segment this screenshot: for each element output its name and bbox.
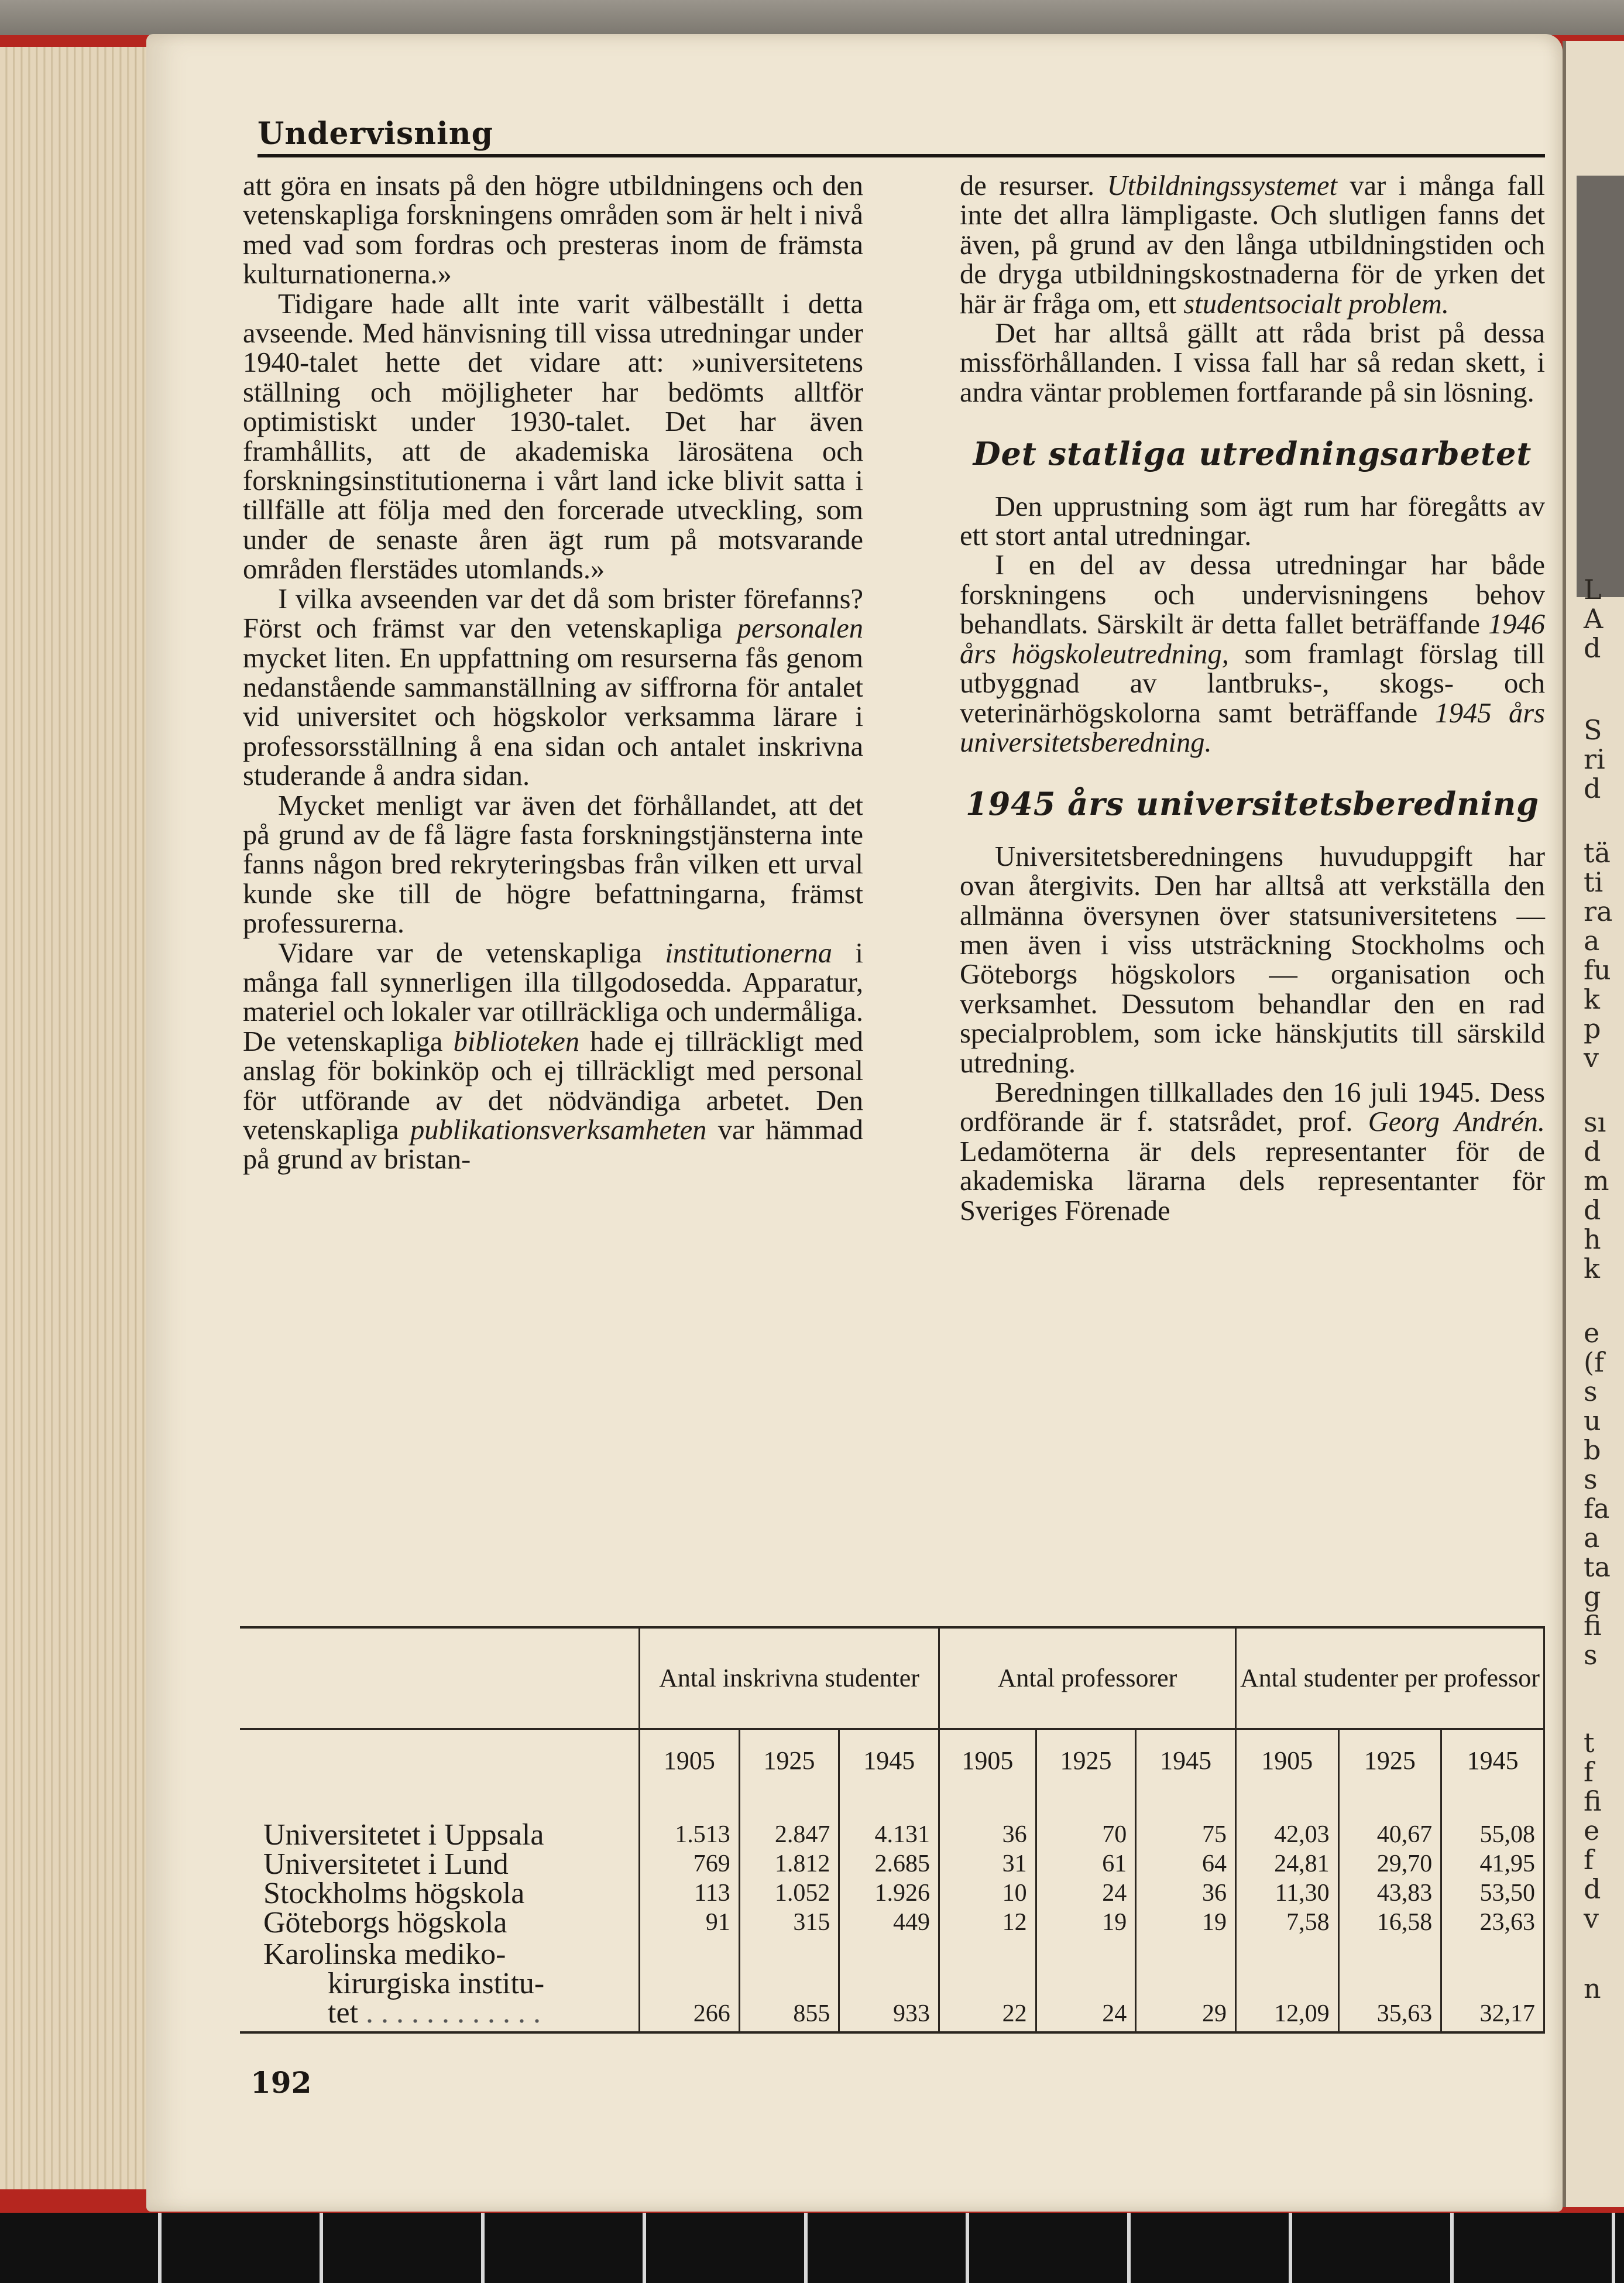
right-column [960, 172, 1545, 1226]
facing-page [1563, 41, 1624, 2207]
cell: 36 [939, 1791, 1036, 1850]
table-row [240, 1850, 1544, 1879]
cell: 64 [1136, 1850, 1236, 1879]
cell: 1.052 [739, 1879, 839, 1908]
facing-page-fragment: p [1584, 1013, 1601, 1044]
page-number: 192 [250, 2065, 312, 2100]
paragraph: I en del av dessa utredningar har både forskningens och undervisningens behov behandlats. Särskilt är detta fallet beträffande 1946 års högskoleutredning, som framlagt förslag till utbyggnad av lantbruks-, skogs- och veterinärhögskolorna samt beträffande 1945 års universitetsberedning. [960, 550, 1545, 758]
cell: 113 [640, 1879, 740, 1908]
cell: 12,09 [1235, 1938, 1338, 2032]
paragraph: Vidare var de vetenskapliga institutionerna i många fall synnerligen illa tillgodosedda. Apparatur, materiel och lokaler var otillräckliga och undermåliga. De vetenskapliga biblioteken hade ej tillräckligt med anslag för bokinköp och ej tillräckligt med personal för utförande av det nödvändiga arbetet. Den vetenskapliga publikationsverksamheten var hämmad på grund av bristan- [243, 937, 863, 1175]
facing-page-fragment: a [1584, 1522, 1600, 1554]
facing-page-fragment: h [1584, 1223, 1601, 1255]
facing-page-fragment: sı [1584, 1106, 1606, 1138]
section-heading: 1945 års universitetsberedning [966, 785, 1539, 823]
table-group-header: Antal studenter per professor [1235, 1627, 1544, 1729]
paragraph: Mycket menligt var även det förhållandet, att det på grund av de få lägre fasta forskningstjänsterna inte fanns någon bred rekryteringsbas från vilken ett urval kunde ske till de högre befattningarna, främst professurerna. [243, 790, 863, 940]
year-header: 1925 [739, 1729, 839, 1792]
facing-page-fragment: (f [1584, 1346, 1604, 1378]
facing-page-fragment: s [1584, 1463, 1598, 1495]
facing-page-fragment: d [1584, 632, 1601, 664]
facing-page-fragment: fi [1584, 1785, 1602, 1817]
table-row [240, 1879, 1544, 1908]
paragraph: de resurser. Utbildningssystemet var i många fall inte det allra lämpligaste. Och slutligen fanns det även, på grund av den långa utbildningstiden och de dryga utbildningskostnaderna för de yrken det här är fråga om, ett studentsocialt problem. [960, 170, 1546, 320]
cell: 855 [739, 1938, 839, 2032]
cell: 769 [640, 1850, 740, 1879]
facing-page-fragment: d [1584, 773, 1601, 804]
cell: 933 [839, 1938, 939, 2032]
cell: 91 [640, 1908, 740, 1938]
section-heading: Det statliga utredningsarbetet [973, 435, 1532, 473]
facing-page-fragment: tä [1584, 837, 1611, 869]
facing-page-fragment: d [1584, 1194, 1601, 1226]
cell: 24 [1036, 1879, 1136, 1908]
facing-page-fragment: v [1584, 1042, 1599, 1074]
facing-page-fragment: s [1584, 1639, 1598, 1671]
paragraph: att göra en insats på den högre utbildningens och den vetenskapliga forskningens områden som är helt i nivå med vad som fordras och presteras inom de främsta kulturnationerna.» [243, 170, 863, 290]
paragraph: Den upprustning som ägt rum har föregåtts av ett stort antal utredningar. [960, 491, 1545, 552]
cell: 29,70 [1338, 1850, 1441, 1879]
facing-page-fragment: u [1584, 1405, 1601, 1437]
cell: 31 [939, 1850, 1036, 1879]
paragraph: Det har alltså gällt att råda brist på dessa missförhållanden. I vissa fall har så redan skett, i andra väntar problemen fortfarande på sin lösning. [960, 318, 1545, 408]
cell: 10 [939, 1879, 1036, 1908]
cell: 266 [640, 1938, 740, 2032]
facing-page-fragment: a [1584, 925, 1600, 957]
row-label: Universitetet i Uppsala [263, 1818, 544, 1852]
facing-page-fragment: ti [1584, 866, 1604, 898]
cell: 1.926 [839, 1879, 939, 1908]
facing-page-fragment: fu [1584, 954, 1611, 986]
cell: 1.513 [640, 1791, 740, 1850]
year-header: 1945 [839, 1729, 939, 1792]
row-label: Universitetet i Lund [263, 1847, 509, 1881]
statistics-table [240, 1626, 1545, 2034]
facing-page-fragment: S [1584, 714, 1602, 746]
cell: 7,58 [1235, 1908, 1338, 1938]
facing-page-fragment: d [1584, 1873, 1601, 1905]
facing-page-fragment: f [1584, 1844, 1594, 1876]
facing-page-fragment: A [1584, 603, 1604, 635]
measurement-scale [0, 2213, 1624, 2283]
cell: 4.131 [839, 1791, 939, 1850]
cell: 315 [739, 1908, 839, 1938]
facing-page-fragment: s [1584, 1376, 1598, 1407]
header-rule [257, 154, 1545, 157]
facing-page-fragment: e [1584, 1815, 1600, 1846]
row-label: Karolinska mediko- kirurgiska institu- tet . . . . . . . . . . . . [240, 1938, 640, 2032]
paragraph: I vilka avseenden var det då som brister förefanns? Först och främst var den vetenskapliga personalen mycket liten. En uppfattning om resurserna fås genom nedanstående sammanställning av siffrorna för antalet vid universitet och högskolor verksamma lärare i professorsställning å ena sidan och antalet inskrivna studerande å andra sidan. [243, 583, 863, 792]
facing-page-fragment: ta [1584, 1551, 1611, 1583]
facing-page-fragment: L [1584, 574, 1602, 605]
book-page [146, 34, 1563, 2212]
cell: 42,03 [1235, 1791, 1338, 1850]
cell: 40,67 [1338, 1791, 1441, 1850]
left-column [243, 172, 863, 1175]
facing-page-fragment: fi [1584, 1610, 1602, 1641]
cell: 36 [1136, 1879, 1236, 1908]
cell: 55,08 [1441, 1791, 1544, 1850]
facing-page-fragment: t [1584, 1727, 1595, 1758]
cell: 70 [1036, 1791, 1136, 1850]
cell: 24 [1036, 1938, 1136, 2032]
facing-page-fragment: n [1584, 1973, 1601, 2004]
cell: 16,58 [1338, 1908, 1441, 1938]
year-header: 1925 [1036, 1729, 1136, 1792]
cell: 11,30 [1235, 1879, 1338, 1908]
cell: 41,95 [1441, 1850, 1544, 1879]
table-corner [240, 1627, 640, 1729]
cell: 22 [939, 1938, 1036, 2032]
paragraph: Tidigare hade allt inte varit välbeställt i detta avseende. Med hänvisning till vissa utredningar under 1940-talet hette det vidare att: »universitetens ställning och möjligheter har bedömts alltför optimistiskt under 1930-talet. Det har även framhållits, att de akademiska lärosätena och forskningsinstitutionerna i vårt land icke blivit satta i tillfälle att följa med den forcerade utveckling, som under de senaste åren ägt rum på motsvarande områden flerstädes utomlands.» [243, 288, 863, 585]
cell: 12 [939, 1908, 1036, 1938]
cell: 53,50 [1441, 1879, 1544, 1908]
cell: 23,63 [1441, 1908, 1544, 1938]
cell: 24,81 [1235, 1850, 1338, 1879]
facing-page-fragment: k [1584, 1253, 1600, 1284]
table-group-header: Antal professorer [939, 1627, 1236, 1729]
cell: 29 [1136, 1938, 1236, 2032]
cell: 35,63 [1338, 1938, 1441, 2032]
year-header: 1945 [1441, 1729, 1544, 1792]
table-group-header: Antal inskrivna studenter [640, 1627, 939, 1729]
row-label: Stockholms högskola [263, 1877, 525, 1910]
facing-page-fragment: b [1584, 1434, 1601, 1466]
cell: 19 [1136, 1908, 1236, 1938]
year-header: 1905 [939, 1729, 1036, 1792]
facing-page-fragment: fa [1584, 1493, 1610, 1524]
facing-page-fragment: e [1584, 1317, 1600, 1349]
cell: 32,17 [1441, 1938, 1544, 2032]
year-header: 1925 [1338, 1729, 1441, 1792]
cell: 19 [1036, 1908, 1136, 1938]
table-row [240, 1908, 1544, 1938]
facing-page-fragment: d [1584, 1136, 1601, 1167]
running-header: Undervisning [257, 116, 493, 152]
page-stack-edges [0, 47, 170, 2189]
row-label: Göteborgs högskola [263, 1906, 507, 1939]
facing-page-fragment: v [1584, 1902, 1599, 1934]
facing-page-fragment: ri [1584, 743, 1605, 775]
year-header: 1905 [640, 1729, 740, 1792]
year-header: 1945 [1136, 1729, 1236, 1792]
paragraph: Beredningen tillkallades den 16 juli 1945. Dess ordförande är f. statsrådet, prof. Georg Andrén. Ledamöterna är dels representanter för de akademiska lärarna dels representanter för Sveriges Förenade [960, 1077, 1545, 1226]
cell: 449 [839, 1908, 939, 1938]
paragraph: Universitetsberedningens huvuduppgift har ovan återgivits. Den har alltså att verkställa den allmänna översynen över statsuniversitetens — men även i viss utsträckning Stockholms och Göteborgs högskolors — organisation och verksamhet. Dessutom behandlar den en rad specialproblem, som icke hänskjutits till särskild utredning. [960, 841, 1545, 1079]
table-row [240, 1791, 1544, 1850]
cell: 61 [1036, 1850, 1136, 1879]
facing-page-fragment: m [1584, 1165, 1609, 1197]
facing-page-fragment: k [1584, 983, 1600, 1015]
year-header: 1905 [1235, 1729, 1338, 1792]
table-row [240, 1938, 1544, 2032]
cell: 2.847 [739, 1791, 839, 1850]
facing-page-photo [1577, 176, 1624, 597]
facing-page-fragment: ra [1584, 896, 1613, 927]
cell: 1.812 [739, 1850, 839, 1879]
facing-page-fragment: g [1584, 1581, 1601, 1612]
facing-page-fragment: f [1584, 1756, 1594, 1788]
cell: 75 [1136, 1791, 1236, 1850]
cell: 43,83 [1338, 1879, 1441, 1908]
cell: 2.685 [839, 1850, 939, 1879]
